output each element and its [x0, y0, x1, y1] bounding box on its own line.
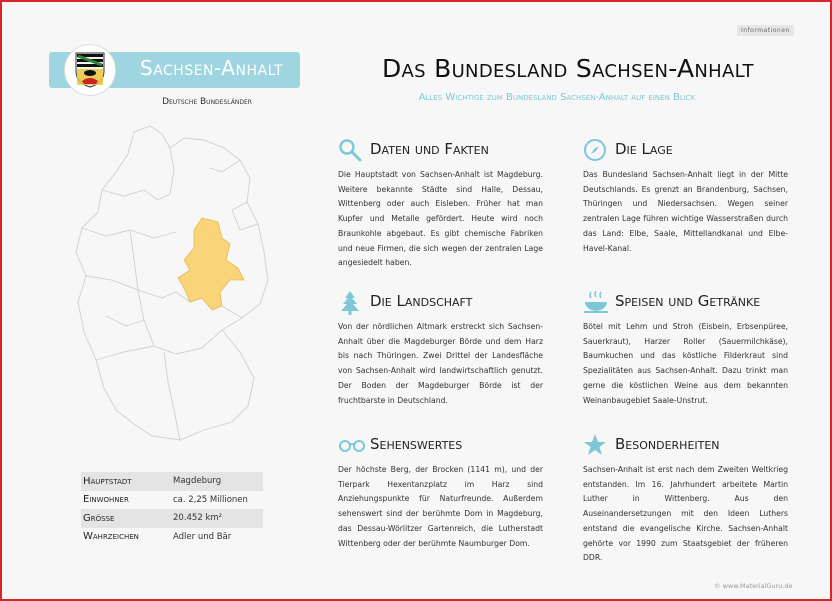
section-title: Speisen und Getränke	[615, 292, 761, 310]
tree-icon	[338, 290, 362, 320]
section-specialties	[583, 433, 788, 566]
section-text: Die Hauptstadt von Sachsen-Anhalt ist Magdeburg. Weitere bekannte Städte sind Halle, Dessau, Wittenberg oder auch Eisleben. Früher hat man Kupfer und Metalle gefördert. Heute wird noch Braunkohle abgebaut. Es gibt chemische Fabriken und neue Firmen, die sich wegen der zentralen Lage angesiedelt haben.	[338, 170, 543, 268]
fact-value: ca. 2,25 Millionen	[173, 494, 248, 505]
fact-row	[81, 528, 263, 547]
copyright-footer: © www.MaterialGuru.de	[714, 582, 793, 590]
section-sights	[338, 433, 543, 551]
section-title: Sehenswertes	[370, 435, 463, 453]
section-title: Besonderheiten	[615, 435, 720, 453]
section-title: Daten und Fakten	[370, 140, 489, 158]
star-icon	[583, 433, 607, 461]
fact-label: Wahrzeichen	[83, 531, 139, 543]
fact-value: Magdeburg	[173, 476, 222, 487]
fact-row	[81, 491, 263, 510]
section-text: Das Bundesland Sachsen-Anhalt liegt in der Mitte Deutschlands. Es grenzt an Brandenburg, Sachsen, Thüringen und Niedersachsen. Wegen seiner zentralen Lage führen wichtige Wasserstraßen durch das Land: Elbe, Saale, Mittellandkanal und Elbe-Havel-Kanal.	[583, 170, 788, 253]
glasses-icon	[338, 433, 366, 461]
page-title: Das Bundesland Sachsen-Anhalt	[382, 54, 754, 83]
banner-title: Sachsen-Anhalt	[140, 56, 283, 80]
section-text: Sachsen-Anhalt ist erst nach dem Zweiten Weltkrieg entstanden. Im 16. Jahrhundert arbeitete Martin Luther in Wittenberg. Aus den Auseinandersetzungen mit den Ideen Luthers entstand die evangelische Kirche. Sachsen-Anhalt gehörte vor 1990 zum Staatsgebiet der früheren DDR.	[583, 465, 788, 563]
fact-row	[81, 472, 263, 491]
fact-label: Einwohner	[83, 494, 129, 506]
coat-of-arms-icon	[64, 44, 116, 96]
section-title: Die Lage	[615, 140, 673, 158]
section-location	[583, 138, 788, 256]
page-subtitle: Alles Wichtige zum Bundesland Sachsen-Anhalt auf einen Blick	[418, 92, 696, 103]
section-food-drinks	[583, 290, 788, 408]
section-title: Die Landschaft	[370, 292, 473, 310]
fact-label: Größe	[83, 512, 115, 524]
category-tag: Informationen	[737, 25, 794, 36]
germany-map	[72, 120, 297, 469]
food-bowl-icon	[583, 290, 609, 318]
section-text: Der höchste Berg, der Brocken (1141 m), und der Tierpark Hexentanzplatz im Harz sind Anziehungspunkte für Naturfreunde. Außerdem sehenswert sind der berühmte Dom in Magdeburg, das Dessau-Wörlitzer Gartenreich, die Lutherstadt Wittenberg oder der berühmte Naumburger Dom.	[338, 465, 543, 548]
fact-label: Hauptstadt	[83, 475, 132, 487]
fact-value: Adler und Bär	[173, 531, 232, 542]
banner-subtitle: Deutsche Bundesländer	[162, 97, 252, 107]
section-text: Bötel mit Lehm und Stroh (Eisbein, Erbsenpüree, Sauerkraut), Harzer Roller (Sauermilchkäse), Baumkuchen und das köstliche Filderkraut sind Spezialitäten aus Sachsen-Anhalt. Dazu trinkt man gerne die köstlichen Weine aus dem bekannten Weinanbaugebiet Saale-Unstrut.	[583, 322, 788, 405]
compass-icon	[583, 138, 607, 166]
sachsen-anhalt-region	[178, 218, 244, 310]
section-landscape	[338, 290, 543, 408]
fact-value: 20.452 km²	[173, 513, 223, 524]
section-text: Von der nördlichen Altmark erstreckt sich Sachsen-Anhalt über die Magdeburger Börde und dem Harz bis nach Thüringen. Zwei Drittel der Landesfläche von Sachsen-Anhalt wird landwirtschaftlich genutzt. Der Boden der Magdeburger Börde ist der fruchtbarste in Deutschland.	[338, 322, 543, 405]
section-data-facts	[338, 138, 543, 271]
magnifier-icon	[338, 138, 362, 166]
facts-table	[81, 472, 263, 546]
fact-row	[81, 509, 263, 528]
